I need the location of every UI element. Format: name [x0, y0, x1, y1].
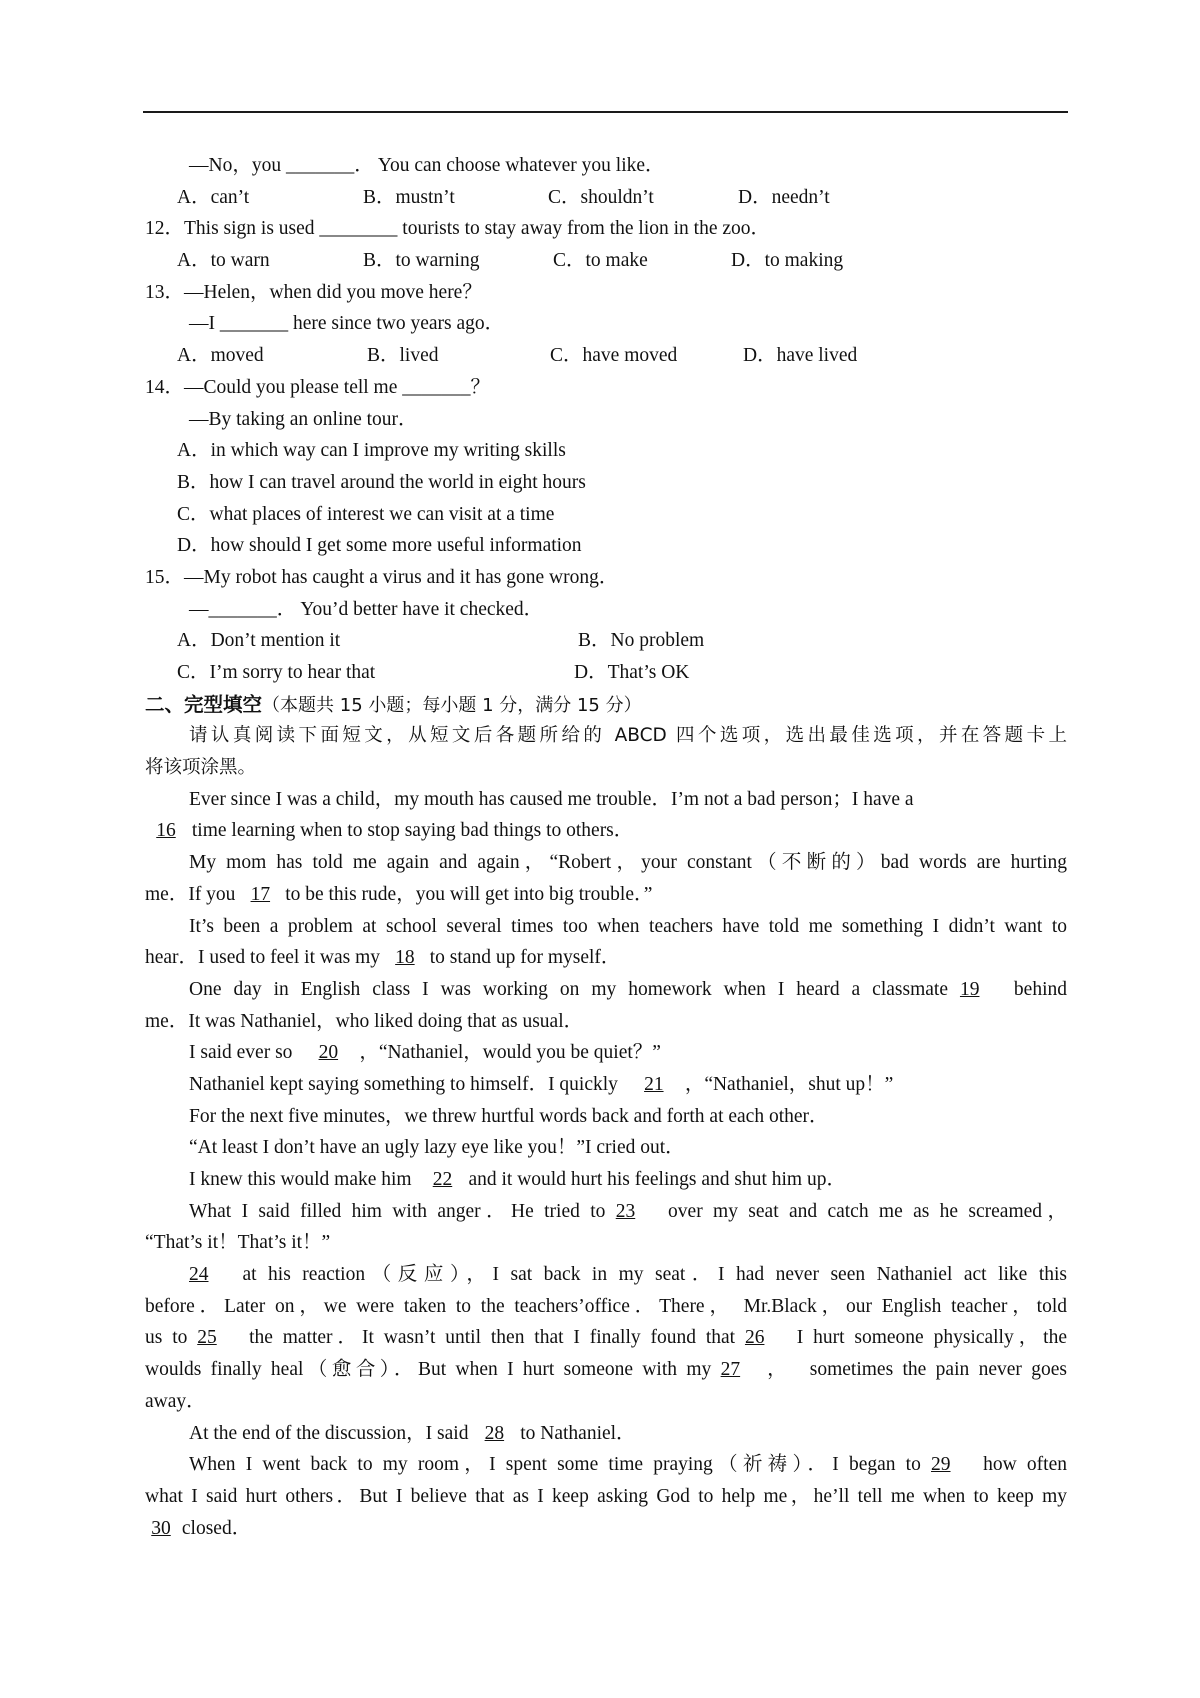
option-c[interactable]: C．what places of interest we can visit at a time: [177, 503, 555, 525]
passage-line: [145, 974, 1067, 1006]
q15-options-row1: [145, 625, 1067, 657]
option-d[interactable]: D．how should I get some more useful information: [177, 535, 582, 557]
section-heading: [145, 689, 1067, 721]
q14-stem: 14．—Could you please tell me _______？: [145, 376, 491, 398]
passage-line: For the next five minutes，we threw hurtful words back and forth at each other．: [189, 1105, 829, 1127]
passage-line: [145, 1259, 1067, 1291]
option-b[interactable]: B．No problem: [578, 630, 705, 652]
blank-28[interactable]: 28: [484, 1422, 505, 1444]
passage-line: [145, 879, 1067, 911]
option-b[interactable]: B．lived: [367, 345, 439, 367]
header-rule: [143, 111, 1068, 113]
blank-29[interactable]: 29: [931, 1454, 951, 1476]
passage-text: closed．: [177, 1517, 252, 1539]
passage-line: My mom has told me again and again，“Robert，your constant（不断的）bad words are hurting: [189, 852, 1067, 874]
option-d[interactable]: D．needn’t: [738, 186, 830, 208]
passage-text: to stand up for myself．: [424, 947, 621, 969]
option-c[interactable]: C．have moved: [550, 345, 678, 367]
passage-line: [145, 1037, 1067, 1069]
blank-23[interactable]: 23: [615, 1200, 636, 1222]
passage-text: us to: [145, 1327, 198, 1349]
option-c[interactable]: C．I’m sorry to hear that: [177, 662, 376, 683]
passage-text: behind: [1001, 978, 1067, 1000]
blank-25[interactable]: 25: [197, 1327, 217, 1349]
section-title: 二、完型填空: [145, 692, 263, 716]
passage-line: [145, 1354, 1067, 1386]
option-d[interactable]: D．to making: [731, 250, 844, 272]
passage-line: before．Later on，we were taken to the teachers’office．There， Mr.Black，our English teacher，told: [145, 1295, 1067, 1317]
passage-text: Nathaniel kept saying something to himself．I quickly: [189, 1073, 623, 1095]
option-a[interactable]: A．can’t: [177, 186, 250, 208]
option-c[interactable]: C．shouldn’t: [548, 186, 654, 208]
option-a[interactable]: A．moved: [177, 345, 264, 367]
passage-text: me．If you: [145, 883, 241, 905]
passage-text: hear．I used to feel it was my: [145, 947, 385, 969]
blank-21[interactable]: 21: [644, 1073, 664, 1095]
passage-text: woulds finally heal（愈合）．But when I hurt someone with my: [145, 1359, 721, 1381]
q13-stem: 13．—Helen，when did you move here？: [145, 281, 482, 303]
passage-line: [145, 1164, 1067, 1196]
section-note: （本题共 15 小题；每小题 1 分，满分 15 分）: [262, 694, 642, 716]
passage-text: the matter．It wasn’t until then that I finally found that: [239, 1327, 745, 1349]
option-d[interactable]: D．That’s OK: [574, 662, 690, 683]
passage-line: [145, 1196, 1067, 1228]
passage-line: [145, 1449, 1067, 1481]
passage-text: One day in English class I was working on my homework when I heard a classmate: [189, 978, 960, 1000]
passage-line: [145, 1418, 1067, 1450]
option-b[interactable]: B．mustn’t: [363, 186, 455, 208]
blank-22[interactable]: 22: [432, 1169, 453, 1190]
passage-text: and it would hurt his feelings and shut him up．: [468, 1169, 846, 1190]
blank-18[interactable]: 18: [395, 947, 415, 969]
blank-26[interactable]: 26: [744, 1327, 765, 1349]
option-a[interactable]: A．to warn: [177, 250, 270, 272]
passage-line: Ever since I was a child，my mouth has caused me trouble．I’m not a bad person；I have a: [189, 788, 914, 810]
blank-16[interactable]: 16: [156, 820, 176, 842]
passage-line: [145, 942, 1067, 974]
option-b[interactable]: B．how I can travel around the world in eight hours: [177, 471, 586, 493]
q15-options-row2: [145, 657, 1067, 689]
passage-text: time learning when to stop saying bad things to others．: [187, 820, 634, 842]
passage-line: [145, 1069, 1067, 1101]
option-c[interactable]: C．to make: [553, 250, 648, 272]
passage-line: what I said hurt others．But I believe that as I keep asking God to help me，he’ll tell me when to keep my: [145, 1485, 1067, 1507]
q13-answer-line: —I _______ here since two years ago．: [189, 313, 505, 335]
passage-text: ，“Nathaniel，would you be quiet？”: [359, 1042, 661, 1064]
q15-answer-line: —_______． You’d better have it checked．: [189, 598, 544, 620]
option-b[interactable]: B．to warning: [363, 250, 480, 272]
q12-stem: 12．This sign is used ________ tourists to stay away from the lion in the zoo．: [145, 218, 771, 240]
passage-line: [145, 1513, 1067, 1545]
passage-text: What I said filled him with anger．He tried to: [189, 1200, 616, 1222]
q11-options: [145, 182, 1067, 214]
blank-19[interactable]: 19: [959, 978, 980, 1000]
q13-options: [145, 340, 1067, 372]
passage-text: to Nathaniel．: [515, 1422, 636, 1444]
blank-27[interactable]: 27: [720, 1359, 741, 1381]
option-d[interactable]: D．have lived: [743, 345, 858, 367]
blank-24[interactable]: 24: [189, 1264, 209, 1286]
passage-line: “At least I don’t have an ugly lazy eye like you！”I cried out．: [189, 1137, 685, 1159]
passage-text: When I went back to my room，I spent some time praying（祈祷）．I began to: [189, 1454, 932, 1476]
passage-text: how often: [973, 1454, 1067, 1476]
q11-answer-line: —No，you _______． You can choose whatever you like．: [189, 155, 665, 176]
passage-line: [145, 815, 1067, 847]
passage-text: I hurt someone physically，the: [786, 1327, 1067, 1349]
exam-page: [145, 150, 1067, 1544]
passage-line: away．: [145, 1390, 206, 1412]
q14-answer-line: —By taking an online tour．: [189, 408, 418, 430]
passage-text: over my seat and catch me as he screamed，: [657, 1200, 1067, 1222]
passage-line: me．It was Nathaniel，who liked doing that as usual．: [145, 1010, 584, 1032]
blank-30[interactable]: 30: [151, 1517, 171, 1539]
passage-text: to be this rude，you will get into big trouble．”: [280, 883, 653, 905]
passage-line: It’s been a problem at school several times too when teachers have told me something I didn’t want to: [189, 915, 1067, 937]
passage-text: At the end of the discussion，I said: [189, 1422, 474, 1444]
q12-options: [145, 245, 1067, 277]
option-a[interactable]: A．in which way can I improve my writing skills: [177, 440, 566, 462]
blank-17[interactable]: 17: [250, 883, 271, 905]
instruction-line: 请认真阅读下面短文，从短文后各题所给的 ABCD 四个选项，选出最佳选项，并在答题卡上: [189, 725, 1067, 747]
passage-line: “That’s it！That’s it！”: [145, 1232, 331, 1254]
q15-stem: 15．—My robot has caught a virus and it has gone wrong．: [145, 566, 619, 588]
passage-line: [145, 1322, 1067, 1354]
passage-text: I knew this would make him: [189, 1169, 417, 1190]
passage-text: at his reaction（反应），I sat back in my seat．I had never seen Nathaniel act like this: [231, 1264, 1067, 1286]
passage-text: I said ever so: [189, 1042, 298, 1064]
passage-text: ，“Nathaniel，shut up！”: [684, 1073, 894, 1095]
passage-text: ， sometimes the pain never goes: [762, 1359, 1067, 1381]
blank-20[interactable]: 20: [318, 1042, 339, 1064]
option-a[interactable]: A．Don’t mention it: [177, 630, 341, 652]
instruction-line: 将该项涂黑。: [145, 757, 257, 779]
